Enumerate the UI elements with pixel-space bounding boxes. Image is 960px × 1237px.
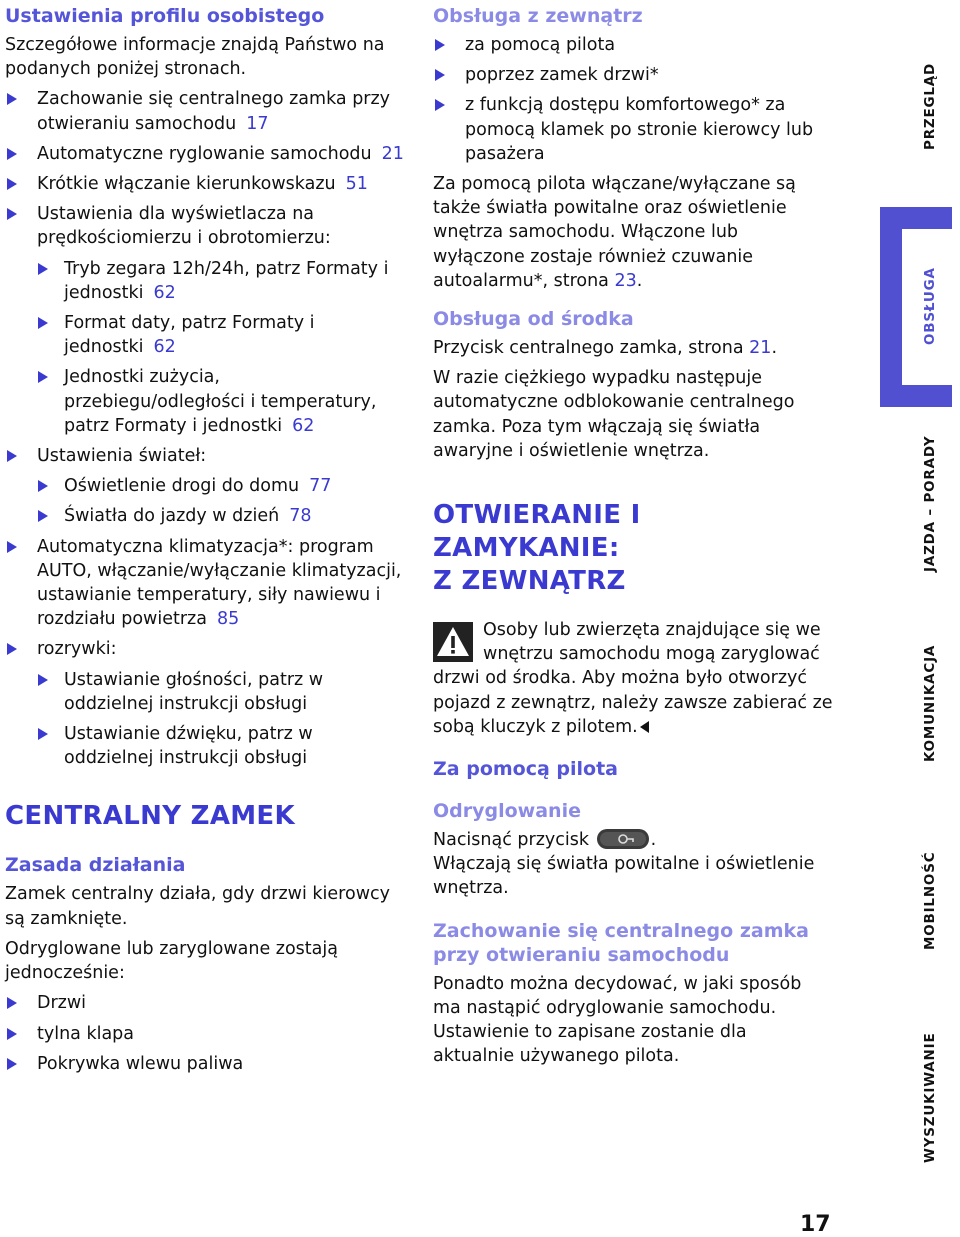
light-settings-list xyxy=(37,474,405,528)
list-item: poprzez zamek drzwi* xyxy=(433,63,833,87)
warning-note: Osoby lub zwierzęta znajdujące się we wnętrzu samochodu mogą zaryglować drzwi od środka. Aby można było otworzyć pojazd z zewnątrz, należy zawsze zabierać ze sobą kluczyk z pilotem. xyxy=(433,620,833,737)
tab-search[interactable]: WYSZUKIWANIE xyxy=(922,1032,938,1163)
tab-overview[interactable]: PRZEGLĄD xyxy=(922,62,938,150)
list-item: za pomocą pilota xyxy=(433,33,833,57)
profile-heading: Ustawienia profilu osobistego xyxy=(5,5,325,27)
tab-driving-tips[interactable]: JAZDA – PORADY xyxy=(922,435,938,572)
list-item: Ustawianie głośności, patrz w oddzielnej instrukcji obsługi xyxy=(37,668,405,716)
profile-settings-list xyxy=(5,87,405,770)
list-item: Format daty, patrz Formaty i jednostki 62 xyxy=(37,311,405,359)
principle-text: Zamek centralny działa, gdy drzwi kierowcy są zamknięte. xyxy=(5,884,390,929)
list-item: Automatyczne ryglowanie samochodu 21 xyxy=(5,142,405,166)
list-item: rozrywki: Ustawianie głośności, patrz w oddzielnej instrukcji obsługi Ustawianie dźwięku, patrz w oddzielnej instrukcji obsługi xyxy=(5,637,405,770)
behavior-text: Ponadto można decydować, w jaki sposób ma nastąpić odryglowanie samochodu. Ustawienie to zapisane zostanie dla aktualnie używanego pilota. xyxy=(433,973,802,1067)
list-item: Ustawianie dźwięku, patrz w oddzielnej instrukcji obsługi xyxy=(37,722,405,770)
page-ref[interactable]: 62 xyxy=(153,337,176,358)
principle-heading: Zasada działania xyxy=(5,854,186,877)
inside-heading: Obsługa od środka xyxy=(433,308,634,331)
page-ref[interactable]: 21 xyxy=(381,143,404,164)
list-item: z funkcją dostępu komfortowego* za pomocą klamek po stronie kierowcy lub pasażera xyxy=(433,93,833,166)
list-item: Automatyczna klimatyzacja*: program AUTO, włączanie/wyłączanie klimatyzacji, ustawianie temperatury, siły nawiewu i rozdziału powietrza 85 xyxy=(5,535,405,632)
list-item: Drzwi xyxy=(5,991,405,1015)
unlock-text: Nacisnąć przycisk . xyxy=(433,830,657,851)
unlock-heading: Odryglowanie xyxy=(433,800,581,823)
list-item: Oświetlenie drogi do domu 77 xyxy=(37,474,405,498)
list-item: Ustawienia dla wyświetlacza na prędkościomierzu i obrotomierzu: Tryb zegara 12h/24h, patrz Formaty i jednostki 62 Format daty, patrz Formaty i jednostki 62 Jednostki zużycia, przebiegu/odległości i temperatury, patrz Formaty i jednostki 62 xyxy=(5,202,405,438)
principle-list xyxy=(5,991,405,1076)
warning-triangle-icon xyxy=(433,622,473,662)
chapter-tabs xyxy=(880,0,960,1190)
left-column xyxy=(5,4,405,1082)
right-column xyxy=(433,4,833,1074)
unlock-text: Włączają się światła powitalne i oświetlenie wnętrza. xyxy=(433,854,815,899)
list-item: Światła do jazdy w dzień 78 xyxy=(37,504,405,528)
central-lock-heading: CENTRALNY ZAMEK xyxy=(5,801,295,832)
page-ref[interactable]: 62 xyxy=(153,282,176,303)
page-ref[interactable]: 85 xyxy=(216,609,240,630)
page-ref[interactable]: 62 xyxy=(292,415,315,436)
page-ref[interactable]: 17 xyxy=(246,113,269,134)
list-item: Pokrywka wlewu paliwa xyxy=(5,1052,405,1076)
inside-text: Przycisk centralnego zamka, strona 21. xyxy=(433,338,778,359)
open-close-heading: OTWIERANIE I ZAMYKANIE: Z ZEWNĄTRZ xyxy=(433,500,641,597)
page-number: 17 xyxy=(800,1212,831,1237)
entertainment-settings-list xyxy=(37,668,405,771)
page-ref[interactable]: 23 xyxy=(614,270,637,291)
page-ref[interactable]: 21 xyxy=(749,338,772,359)
tab-controls[interactable]: OBSŁUGA xyxy=(922,267,938,345)
list-item: Ustawienia świateł: Oświetlenie drogi do domu 77 Światła do jazdy w dzień 78 xyxy=(5,444,405,529)
list-item: Krótkie włączanie kierunkowskazu 51 xyxy=(5,172,405,196)
list-item: Tryb zegara 12h/24h, patrz Formaty i jednostki 62 xyxy=(37,257,405,305)
tab-communication[interactable]: KOMUNIKACJA xyxy=(922,644,938,762)
page-ref[interactable]: 51 xyxy=(345,174,368,195)
page-ref[interactable]: 77 xyxy=(309,476,332,497)
list-item: tylna klapa xyxy=(5,1022,405,1046)
remote-heading: Za pomocą pilota xyxy=(433,758,618,781)
end-of-note-icon xyxy=(640,721,649,733)
outside-heading: Obsługa z zewnątrz xyxy=(433,5,643,27)
page-ref[interactable]: 78 xyxy=(289,506,312,527)
remote-unlock-button-icon xyxy=(597,829,649,849)
list-item: Zachowanie się centralnego zamka przy otwieraniu samochodu 17 xyxy=(5,87,405,135)
principle-text: Odryglowane lub zaryglowane zostają jednocześnie: xyxy=(5,938,338,984)
display-settings-list xyxy=(37,257,405,438)
inside-text: W razie ciężkiego wypadku następuje automatyczne odblokowanie centralnego zamka. Poza tym włączają się światła awaryjne i oświetlenie wnętrza. xyxy=(433,368,795,461)
tab-mobility[interactable]: MOBILNOŚĆ xyxy=(922,851,938,950)
outside-list xyxy=(433,33,833,166)
list-item: Jednostki zużycia, przebiegu/odległości i temperatury, patrz Formaty i jednostki 62 xyxy=(37,365,405,438)
behavior-heading: Zachowanie się centralnego zamka przy otwieraniu samochodu xyxy=(433,919,809,966)
profile-intro: Szczegółowe informacje znajdą Państwo na podanych poniżej stronach. xyxy=(5,35,385,80)
outside-text: Za pomocą pilota włączane/wyłączane są także światła powitalne oraz oświetlenie wnętrza samochodu. Włączone lub wyłączone zostaje również czuwanie autoalarmu*, strona 23. xyxy=(433,174,796,291)
